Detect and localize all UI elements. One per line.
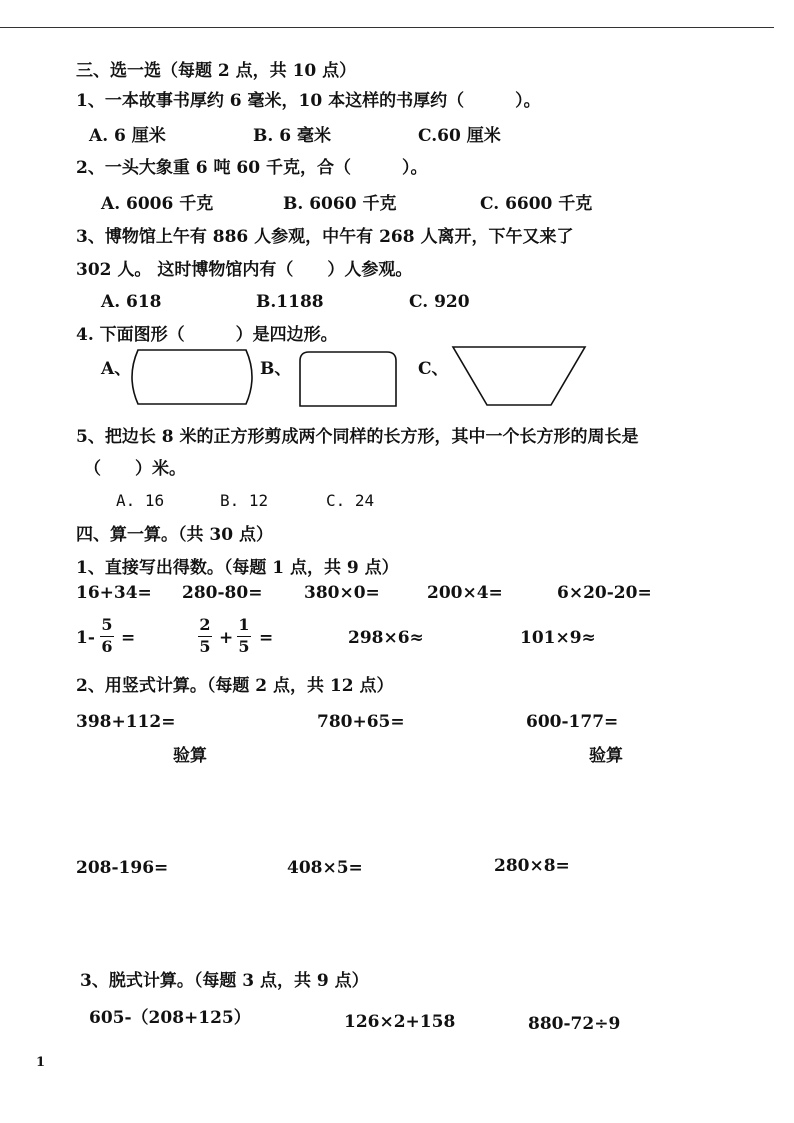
calc-380x0: 380×0= (304, 583, 380, 603)
shape-a-barrel (130, 348, 254, 408)
shape-b-rounded-top-rect (299, 351, 399, 407)
calc-16-34: 16+34= (76, 583, 152, 603)
q1-option-b: B. 6 毫米 (253, 126, 331, 146)
q2-option-c: C. 6600 千克 (480, 194, 593, 214)
q4-text: 4. 下面图形（ ）是四边形。 (76, 325, 338, 345)
q5-option-c: C. 24 (326, 491, 375, 510)
frac1-prefix: 1- (76, 628, 95, 648)
fraction-5-6 (99, 617, 115, 655)
calc-101x9: 101×9≈ (520, 628, 596, 648)
q2-text: 2、一头大象重 6 吨 60 千克，合（ ）。 (76, 158, 428, 178)
shape-c-trapezoid (451, 345, 587, 407)
q5-option-a: A. 16 (116, 491, 165, 510)
q4-option-c: C、 (418, 359, 449, 379)
fraction-1-5 (236, 617, 252, 655)
part3-heading: 3、脱式计算。（每题 3 点，共 9 点） (80, 971, 369, 991)
part2-heading: 2、用竖式计算。（每题 2 点，共 12 点） (76, 676, 394, 696)
section3-heading: 三、选一选（每题 2 点，共 10 点） (76, 61, 357, 81)
page-number: 1 (36, 1055, 46, 1070)
top-rule (0, 27, 774, 28)
q4-option-a: A、 (101, 359, 132, 379)
frac2-equals: = (259, 628, 274, 648)
section4-heading: 四、算一算。（共 30 点） (76, 525, 273, 545)
vcalc-208-196: 208-196= (76, 858, 169, 878)
calc-200x4: 200×4= (427, 583, 503, 603)
frac2-denominator2: 5 (238, 637, 250, 656)
q2-option-a: A. 6006 千克 (101, 194, 214, 214)
frac1-numerator: 5 (101, 615, 113, 634)
calc-280-80: 280-80= (182, 583, 263, 603)
frac2-numerator2: 1 (238, 615, 250, 634)
q1-option-a: A. 6 厘米 (89, 126, 166, 146)
vcalc-280x8: 280×8= (494, 856, 570, 876)
vcalc-408x5: 408×5= (287, 858, 363, 878)
frac1-equals: = (121, 628, 136, 648)
check-label-left: 验算 (173, 746, 207, 766)
frac2-plus: + (219, 628, 234, 648)
check-label-right: 验算 (589, 746, 623, 766)
q2-option-b: B. 6060 千克 (283, 194, 397, 214)
q5-line2: （ ）米。 (84, 459, 186, 479)
vcalc-600-177: 600-177= (526, 712, 619, 732)
frac1-denominator: 6 (101, 637, 113, 656)
q3-line1: 3、博物馆上午有 886 人参观，中午有 268 人离开，下午又来了 (76, 227, 574, 247)
part1-heading: 1、直接写出得数。（每题 1 点，共 9 点） (76, 558, 399, 578)
fraction-2-5 (197, 617, 213, 655)
q5-option-b: B. 12 (220, 491, 269, 510)
mixed-calc-3: 880-72÷9 (528, 1014, 621, 1034)
q3-option-a: A. 618 (101, 292, 162, 312)
q3-line2: 302 人。 这时博物馆内有（ ）人参观。 (76, 260, 413, 280)
q1-text: 1、一本故事书厚约 6 毫米，10 本这样的书厚约（ ）。 (76, 91, 541, 111)
q5-line1: 5、把边长 8 米的正方形剪成两个同样的长方形，其中一个长方形的周长是 (76, 427, 639, 447)
frac2-denominator1: 5 (199, 637, 211, 656)
vcalc-398-112: 398+112= (76, 712, 176, 732)
calc-6x20-20: 6×20-20= (557, 583, 652, 603)
frac2-numerator1: 2 (199, 615, 211, 634)
q3-option-c: C. 920 (409, 292, 470, 312)
q1-option-c: C.60 厘米 (418, 126, 501, 146)
vcalc-780-65: 780+65= (317, 712, 405, 732)
mixed-calc-1: 605-（208+125） (89, 1008, 251, 1028)
mixed-calc-2: 126×2+158 (344, 1012, 456, 1032)
q4-option-b: B、 (260, 359, 292, 379)
q3-option-b: B.1188 (256, 292, 324, 312)
calc-298x6: 298×6≈ (348, 628, 424, 648)
